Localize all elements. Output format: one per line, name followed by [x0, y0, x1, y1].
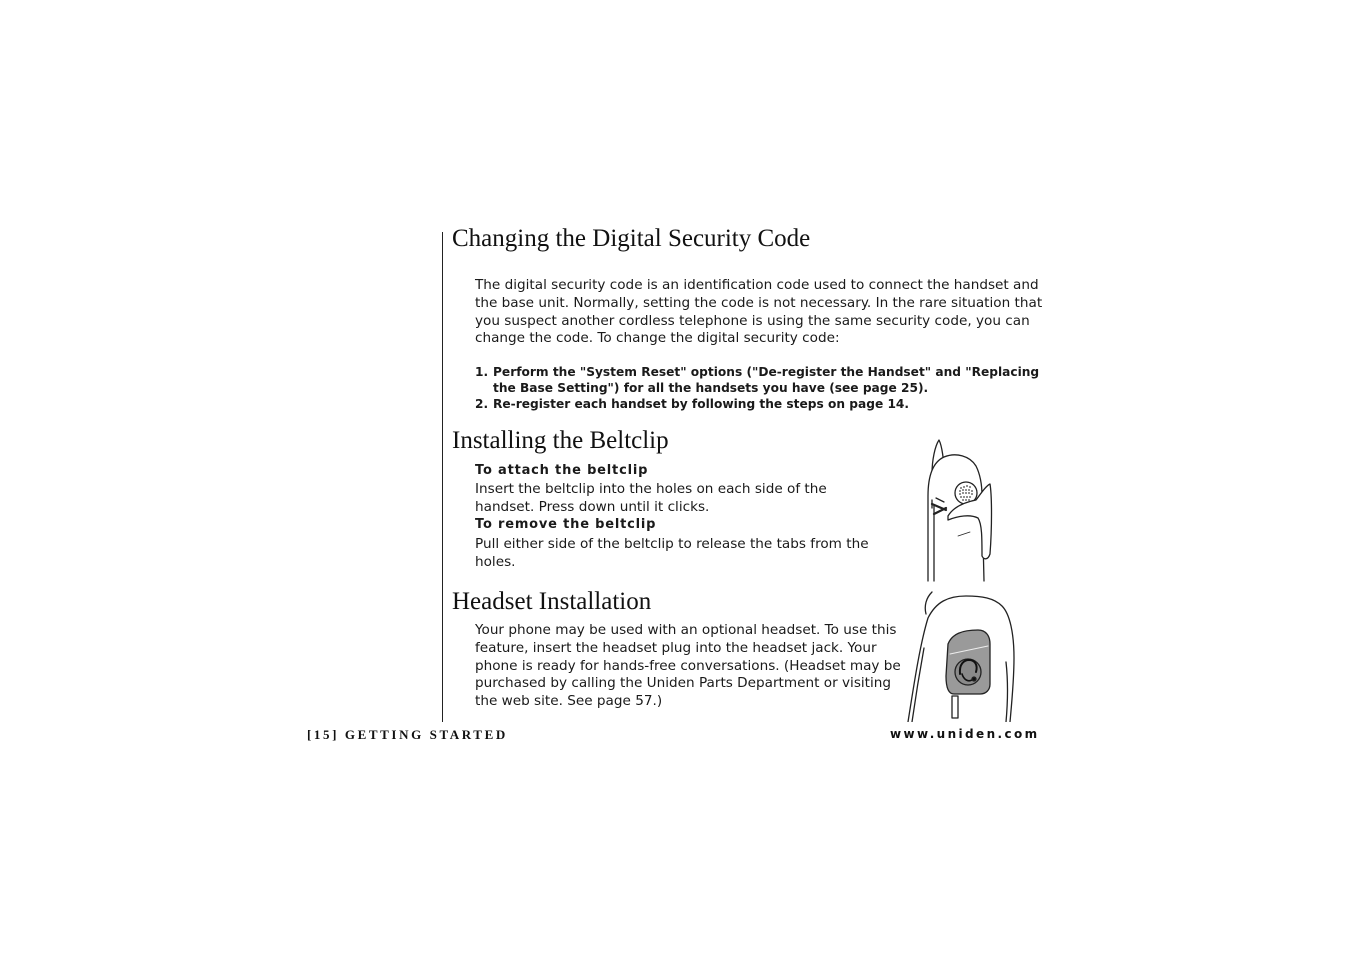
attach-beltclip-text: Insert the beltclip into the holes on each side of the handset. Press down until it clicks.: [475, 481, 827, 515]
headset-title: Headset Installation: [452, 588, 652, 615]
step-number: 1.: [475, 365, 489, 379]
step-item: [475, 396, 1050, 412]
beltclip-illustration: [918, 436, 1000, 582]
step-item: [475, 364, 1050, 396]
beltclip-title: Installing the Beltclip: [452, 427, 669, 454]
security-code-title: Changing the Digital Security Code: [452, 225, 811, 252]
footer-page-label: [15] GETTING STARTED: [307, 727, 508, 742]
margin-rule: [442, 232, 443, 722]
footer-website: www.uniden.com: [890, 727, 1040, 741]
remove-beltclip-text: Pull either side of the beltclip to release the tabs from the holes.: [475, 536, 869, 570]
remove-beltclip-heading: To remove the beltclip: [475, 517, 657, 532]
headset-jack-illustration: [902, 588, 1024, 722]
headset-description: Your phone may be used with an optional headset. To use this feature, insert the headset plug into the headset jack. Your phone is ready for hands-free conversations. (Headset may be purchased by calling the Uniden Parts Department or visiting the web site. See page 57.): [475, 622, 901, 710]
step-number: 2.: [475, 397, 489, 411]
step-text: Perform the "System Reset" options ("De-register the Handset" and "Replacing the Base Setting") for all the handsets you have (see page 25).: [493, 365, 1040, 395]
security-code-description: The digital security code is an identification code used to connect the handset and the base unit. Normally, setting the code is not necessary. In the rare situation that you suspect another cordless telephone is using the same security code, you can change the code. To change the digital security code:: [475, 277, 1043, 347]
security-code-steps: [475, 364, 1050, 412]
attach-beltclip-heading: To attach the beltclip: [475, 463, 649, 478]
step-text: Re-register each handset by following the steps on page 14.: [493, 397, 910, 411]
